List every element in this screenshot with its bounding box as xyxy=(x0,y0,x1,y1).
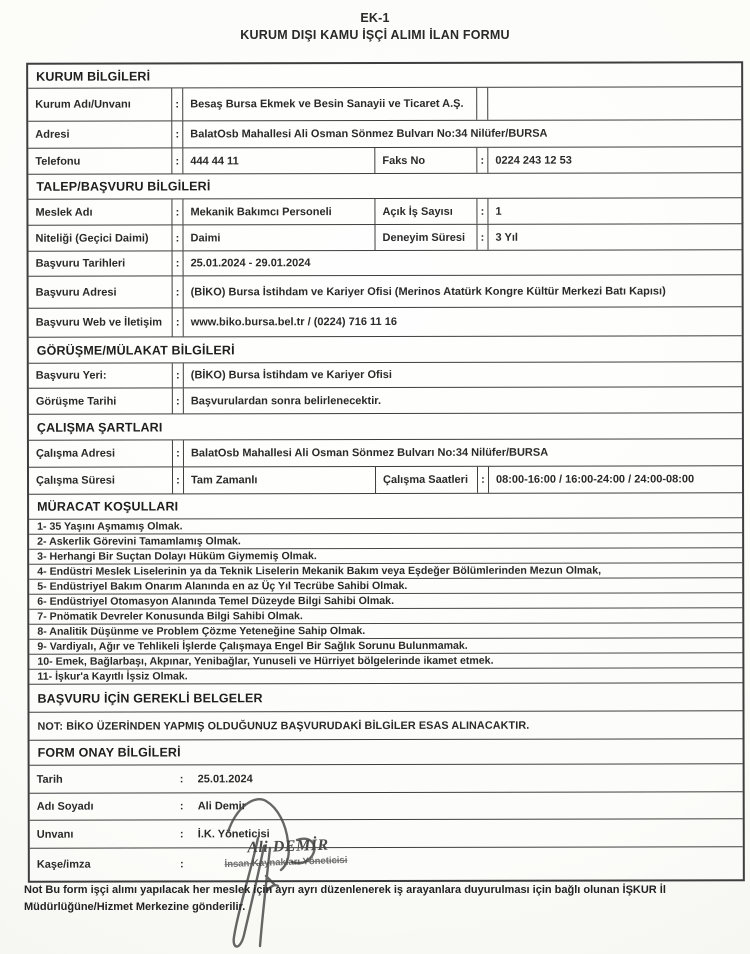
condition-row xyxy=(29,592,742,608)
field-value: Mekanik Bakımcı Personeli xyxy=(182,199,374,224)
field-label: Faks No xyxy=(374,148,476,173)
colon-separator: : xyxy=(179,827,184,840)
field-label: Açık İş Sayısı xyxy=(374,199,476,224)
condition-row xyxy=(29,577,742,593)
form-footnote: Not Bu form işçi alımı yapılacak her meslek için ayrı ayrı düzenlenerek iş arayanlara duyurulması için bağlı olunan İŞKUR İl Müdürlüğüne/Hizmet Merkezine gönderilir. xyxy=(24,884,666,913)
attachment-code: EK-1 xyxy=(360,11,390,25)
table-row xyxy=(28,223,741,250)
field-value: Başvurulardan sonra belirlenecektir. xyxy=(183,387,742,413)
document-title-block xyxy=(0,11,750,42)
table-row xyxy=(29,249,742,275)
section-header-row xyxy=(30,738,743,764)
colon-separator: : xyxy=(172,308,183,336)
field-label: Başvuru Tarihleri xyxy=(35,257,126,270)
section-header-muracat: MÜRACAT KOŞULLARI xyxy=(37,499,179,514)
condition-row xyxy=(29,562,742,578)
form-table xyxy=(26,61,745,882)
colon-separator: : xyxy=(172,251,183,275)
note-text: NOT: BİKO ÜZERİNDEN YAPMIŞ OLDUĞUNUZ BAŞVURUDAKİ BİLGİLER ESAS ALINACAKTIR. xyxy=(37,719,530,733)
field-value: 1 xyxy=(487,198,741,224)
condition-row xyxy=(29,532,742,548)
colon-separator: : xyxy=(476,148,487,173)
table-row xyxy=(28,86,741,120)
colon-separator: : xyxy=(179,858,184,871)
colon-separator: : xyxy=(172,388,183,413)
note-row xyxy=(30,710,743,739)
condition-item: 4- Endüstri Meslek Liselerinin ya da Teknik Liselerin Mekanik Bakım veya Eşdeğer Bölümlerinden Mezun Olmak, xyxy=(37,564,602,578)
colon-separator: : xyxy=(476,199,487,224)
colon-separator: : xyxy=(172,363,183,387)
field-value: Daimi xyxy=(182,225,374,250)
field-label: Tarih xyxy=(36,773,63,786)
field-value: BalatOsb Mahallesi Ali Osman Sönmez Bulvarı No:34 Nilüfer/BURSA xyxy=(182,120,741,147)
condition-row xyxy=(29,652,742,668)
condition-item: 2- Askerlik Görevini Tamamlamış Olmak. xyxy=(37,535,241,548)
condition-row xyxy=(29,622,742,638)
condition-item: 10- Emek, Bağlarbaşı, Akpınar, Yenibağlar, Yunuseli ve Hürriyet bölgelerinde ikamet etmek. xyxy=(37,654,494,668)
colon-separator: : xyxy=(476,225,487,250)
field-value: Tam Zamanlı xyxy=(183,467,375,493)
table-row xyxy=(29,361,742,387)
field-label: Çalışma Süresi xyxy=(36,474,115,487)
condition-item: 8- Analitik Düşünme ve Problem Çözme Yeteneğine Sahip Olmak. xyxy=(37,625,366,638)
page-title: KURUM DIŞI KAMU İŞÇİ ALIMI İLAN FORMU xyxy=(240,28,510,42)
section-header-row xyxy=(29,682,742,711)
colon-separator: : xyxy=(171,121,182,147)
condition-item: 11- İşkur'a Kayıtlı İşsiz Olmak. xyxy=(37,670,188,683)
colon-separator: : xyxy=(171,225,182,250)
table-row xyxy=(28,146,741,173)
field-label: Deneyim Süresi xyxy=(374,225,476,250)
field-label: Başvuru Web ve İletişim xyxy=(35,316,163,329)
field-value: 444 44 11 xyxy=(182,148,374,173)
field-label: Telefonu xyxy=(35,155,81,168)
condition-item: 1- 35 Yaşını Aşmamış Olmak. xyxy=(37,520,183,533)
field-label: Adresi xyxy=(35,128,70,141)
colon-separator: : xyxy=(179,800,184,813)
field-label: Niteliği (Geçici Daimi) xyxy=(35,231,149,245)
condition-item: 9- Vardiyalı, Ağır ve Tehlikeli İşlerde Çalışmaya Engel Bir Sağlık Sorunu Bulunmamak. xyxy=(37,639,468,653)
field-label: Çalışma Saatleri xyxy=(375,467,477,493)
empty-cell xyxy=(487,87,741,120)
field-value: 25.01.2024 xyxy=(197,772,253,785)
field-value: (BİKO) Bursa İstihdam ve Kariyer Ofisi xyxy=(183,362,742,387)
section-header-row xyxy=(28,63,741,87)
colon-separator: : xyxy=(171,88,182,120)
field-label: Başvuru Adresi xyxy=(35,286,117,299)
field-value: www.biko.bursa.bel.tr / (0224) 716 11 16 xyxy=(183,307,742,336)
colon-separator: : xyxy=(172,276,183,307)
field-value: 08:00-16:00 / 16:00-24:00 / 24:00-08:00 xyxy=(488,466,742,493)
colon-separator: : xyxy=(179,772,184,785)
field-label: Adı Soyadı xyxy=(36,800,94,813)
colon-separator: : xyxy=(171,199,182,224)
table-row xyxy=(28,119,741,147)
condition-row xyxy=(29,667,742,683)
condition-item: 6- Endüstriyel Otomasyon Alanında Temel Düzeyde Bilgi Sahibi Olmak. xyxy=(37,594,395,608)
colon-separator: : xyxy=(172,440,183,466)
field-label: Meslek Adı xyxy=(35,206,93,219)
field-value: 0224 243 12 53 xyxy=(487,147,741,173)
section-header-row xyxy=(29,492,742,518)
field-value: 25.01.2024 - 29.01.2024 xyxy=(183,250,742,275)
colon-separator: : xyxy=(477,467,488,493)
field-label: Çalışma Adresi xyxy=(35,447,116,460)
section-header-row xyxy=(29,335,742,362)
condition-row xyxy=(29,517,742,533)
section-header-gorusme: GÖRÜŞME/MÜLAKAT BİLGİLERİ xyxy=(36,342,235,358)
section-header-talep: TALEP/BAŞVURU BİLGİLERİ xyxy=(36,179,211,194)
field-value: Ali Demir xyxy=(197,800,247,813)
field-label: Görüşme Tarihi xyxy=(35,395,117,408)
colon-separator: : xyxy=(172,467,183,493)
signature-arch xyxy=(228,799,289,870)
condition-row xyxy=(29,637,742,653)
table-row xyxy=(29,465,742,493)
condition-row xyxy=(29,547,742,563)
field-label: Başvuru Yeri: xyxy=(35,369,107,382)
field-value: 3 Yıl xyxy=(487,224,741,250)
field-value: İ.K. Yöneticisi xyxy=(197,827,270,840)
section-header-row xyxy=(29,412,742,439)
stamp-title-text: İnsan Kaynakları Yöneticisi xyxy=(224,854,348,871)
colon-separator: : xyxy=(171,148,182,173)
signature-scribble xyxy=(170,780,390,954)
section-header-belgeler: BAŞVURU İÇİN GEREKLİ BELGELER xyxy=(37,690,263,706)
table-row xyxy=(29,386,742,413)
table-row xyxy=(29,306,742,336)
section-header-calisma: ÇALIŞMA ŞARTLARI xyxy=(36,419,163,435)
signature-oval xyxy=(292,839,314,864)
table-row xyxy=(29,274,742,307)
condition-item: 7- Pnömatik Devreler Konusunda Bilgi Sahibi Olmak. xyxy=(37,610,303,623)
table-row xyxy=(29,438,742,466)
condition-item: 3- Herhangi Bir Suçtan Dolayı Hüküm Giymemiş Olmak. xyxy=(37,550,317,563)
section-header-onay: FORM ONAY BİLGİLERİ xyxy=(37,745,181,760)
field-value: Besaş Bursa Ekmek ve Besin Sanayii ve Ticaret A.Ş. xyxy=(182,88,476,121)
stamp-name-text: Ali DEMİR xyxy=(246,836,329,857)
field-value: BalatOsb Mahallesi Ali Osman Sönmez Bulvarı No:34 Nilüfer/BURSA xyxy=(183,439,742,466)
condition-row xyxy=(29,607,742,623)
field-label: Unvanı xyxy=(36,828,74,841)
field-label: Kurum Adı/Unvanı xyxy=(35,98,131,111)
section-header-row xyxy=(28,172,741,198)
field-label: Kaşe/imza xyxy=(36,858,91,871)
section-header-kurum: KURUM BİLGİLERİ xyxy=(36,68,151,84)
field-value: (BİKO) Bursa İstihdam ve Kariyer Ofisi (Merinos Atatürk Kongre Kültür Merkezi Batı Kapısı) xyxy=(183,275,742,307)
condition-item: 5- Endüstriyel Bakım Onarım Alanında en az Üç Yıl Tecrübe Sahibi Olmak. xyxy=(37,579,408,593)
table-row xyxy=(28,197,741,224)
